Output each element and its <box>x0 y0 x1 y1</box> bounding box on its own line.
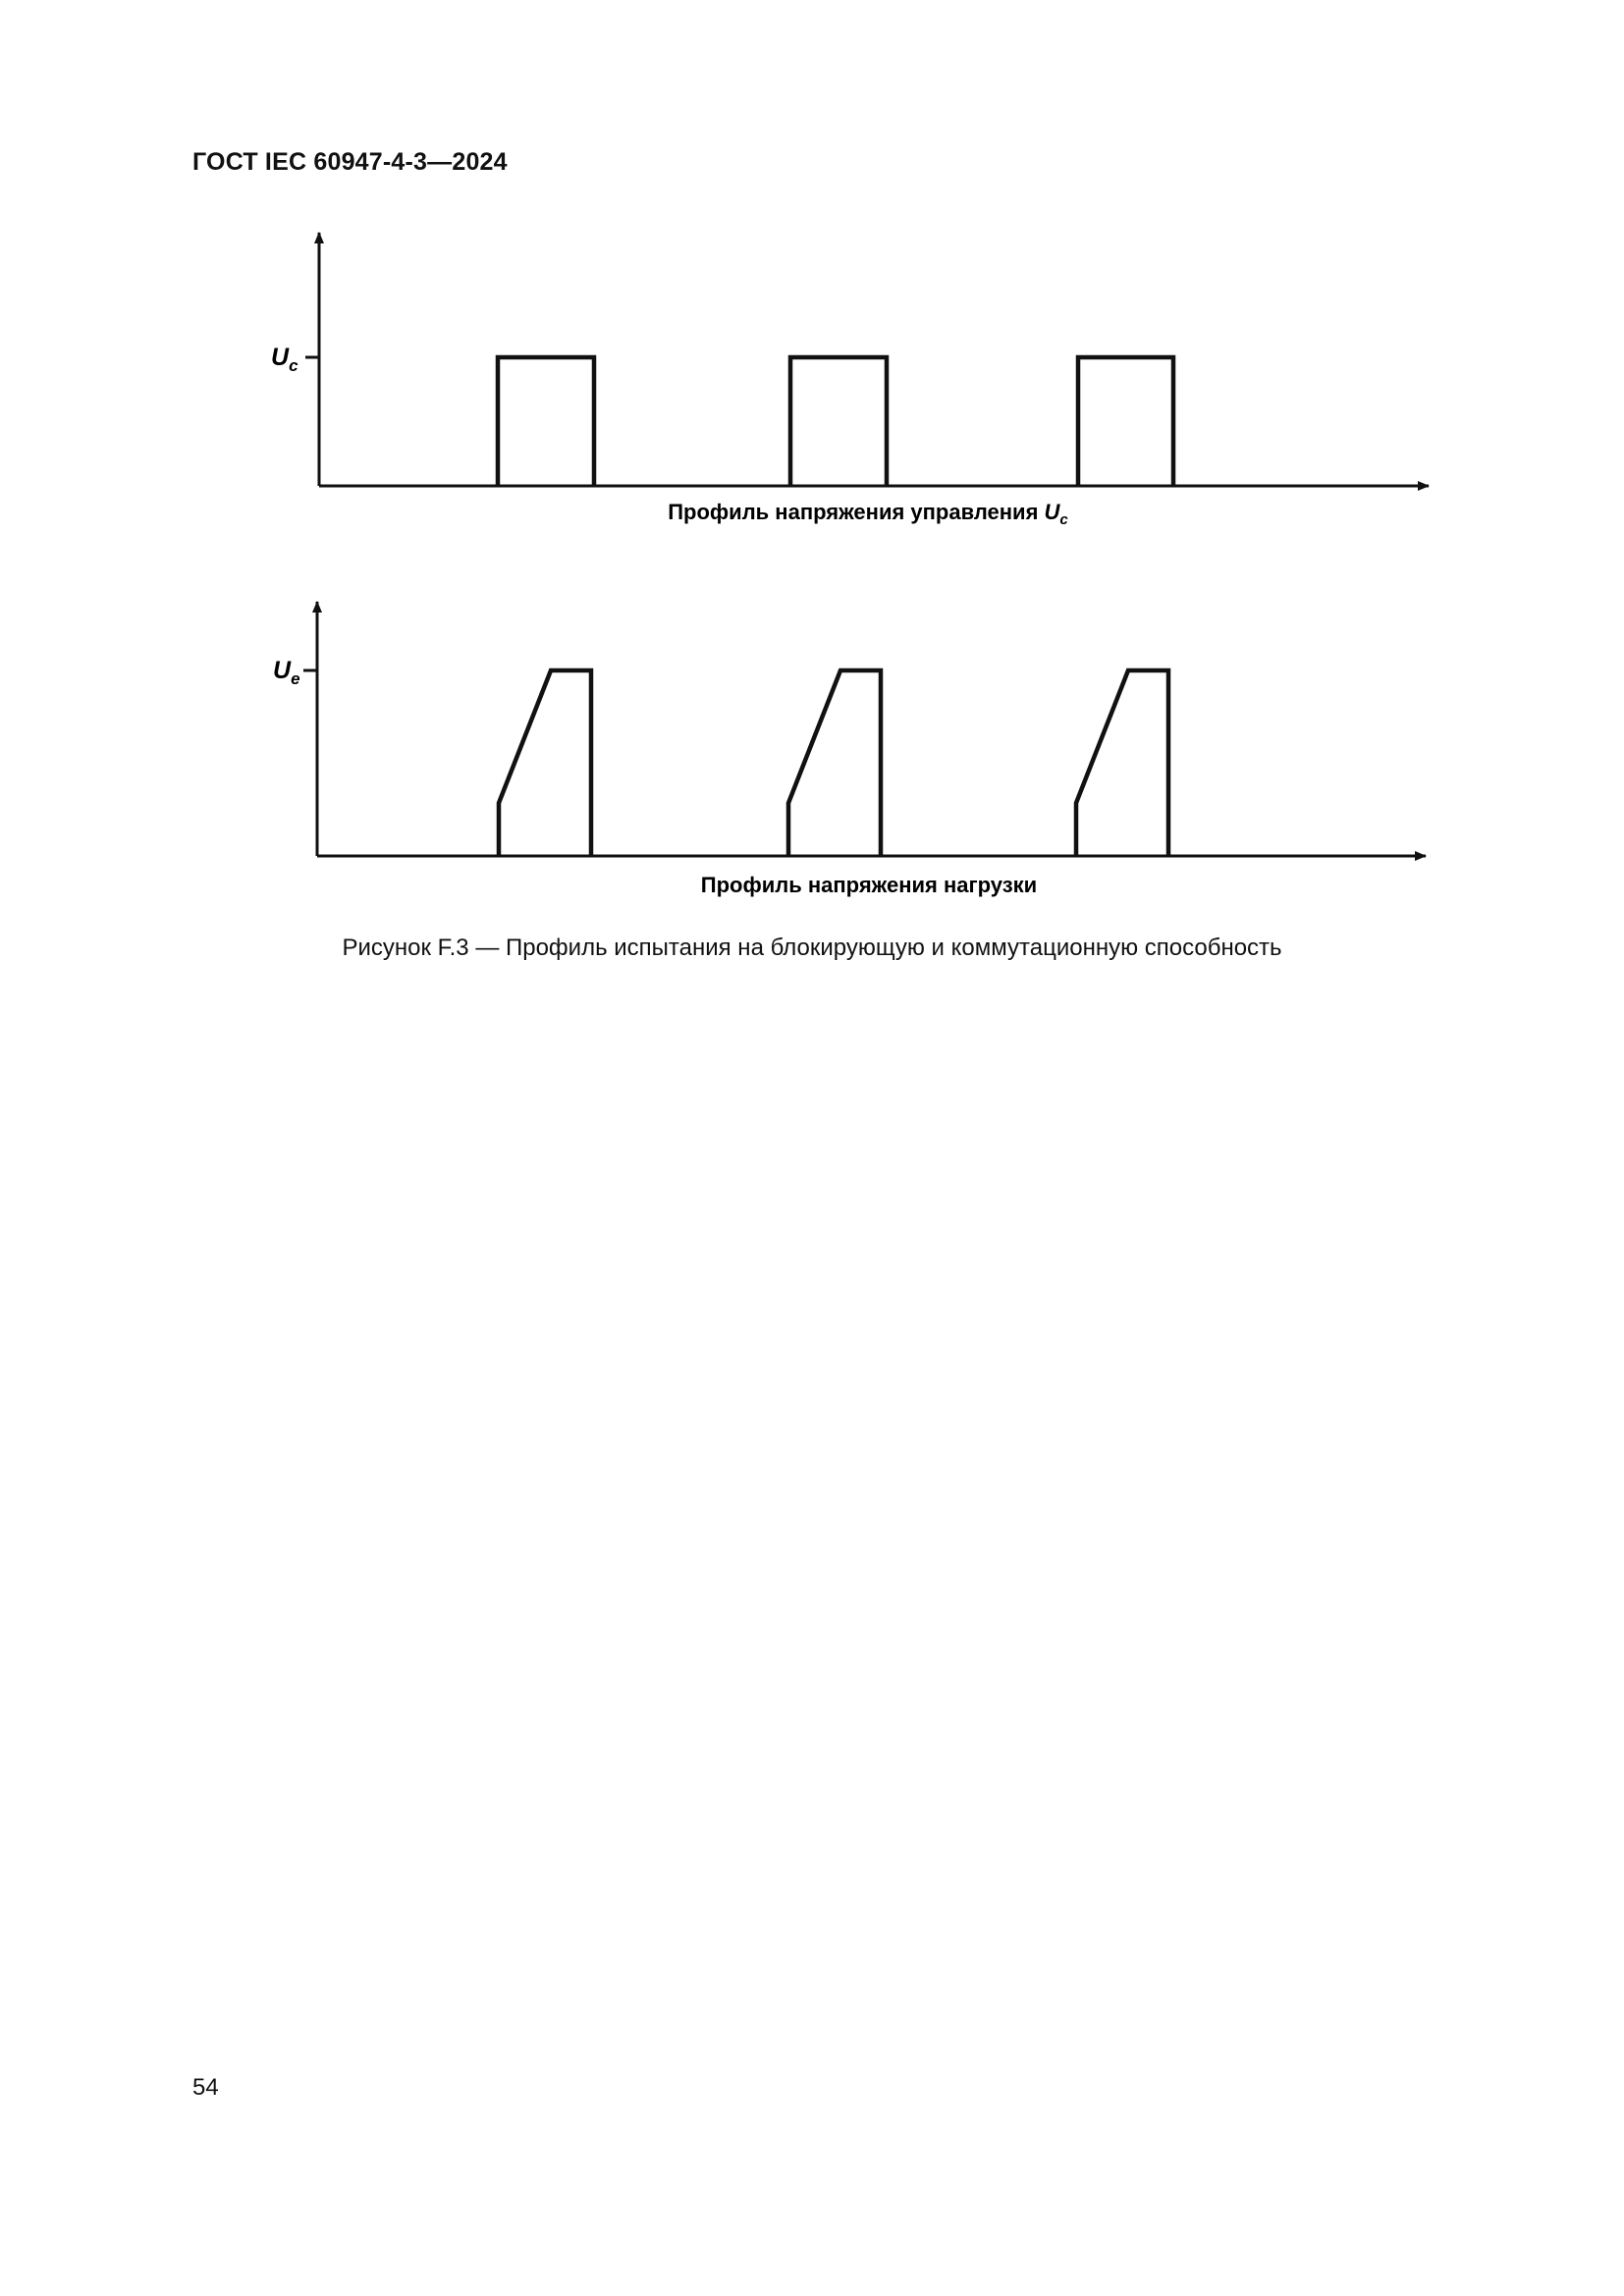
load-pulse-2 <box>788 670 881 856</box>
control-pulse-3 <box>1078 357 1173 486</box>
load-pulse-3 <box>1076 670 1168 856</box>
control-pulse-1 <box>498 357 594 486</box>
figure-caption: Рисунок F.3 — Профиль испытания на блокирующую и коммутационную способность <box>342 934 1282 961</box>
bottom-x-label: Профиль напряжения нагрузки <box>700 873 1038 897</box>
page-number: 54 <box>192 2074 219 2101</box>
document-header: ГОСТ IEC 60947-4-3—2024 <box>192 148 508 176</box>
control-voltage-plot <box>271 233 1429 528</box>
top-y-label: $U_c$ <box>271 344 298 375</box>
load-voltage-plot <box>273 602 1426 897</box>
top-x-label: Профиль напряжения управления $U_c$ <box>668 500 1068 528</box>
control-pulse-2 <box>790 357 887 486</box>
bottom-y-label: $U_e$ <box>273 657 300 688</box>
load-pulse-1 <box>499 670 591 856</box>
